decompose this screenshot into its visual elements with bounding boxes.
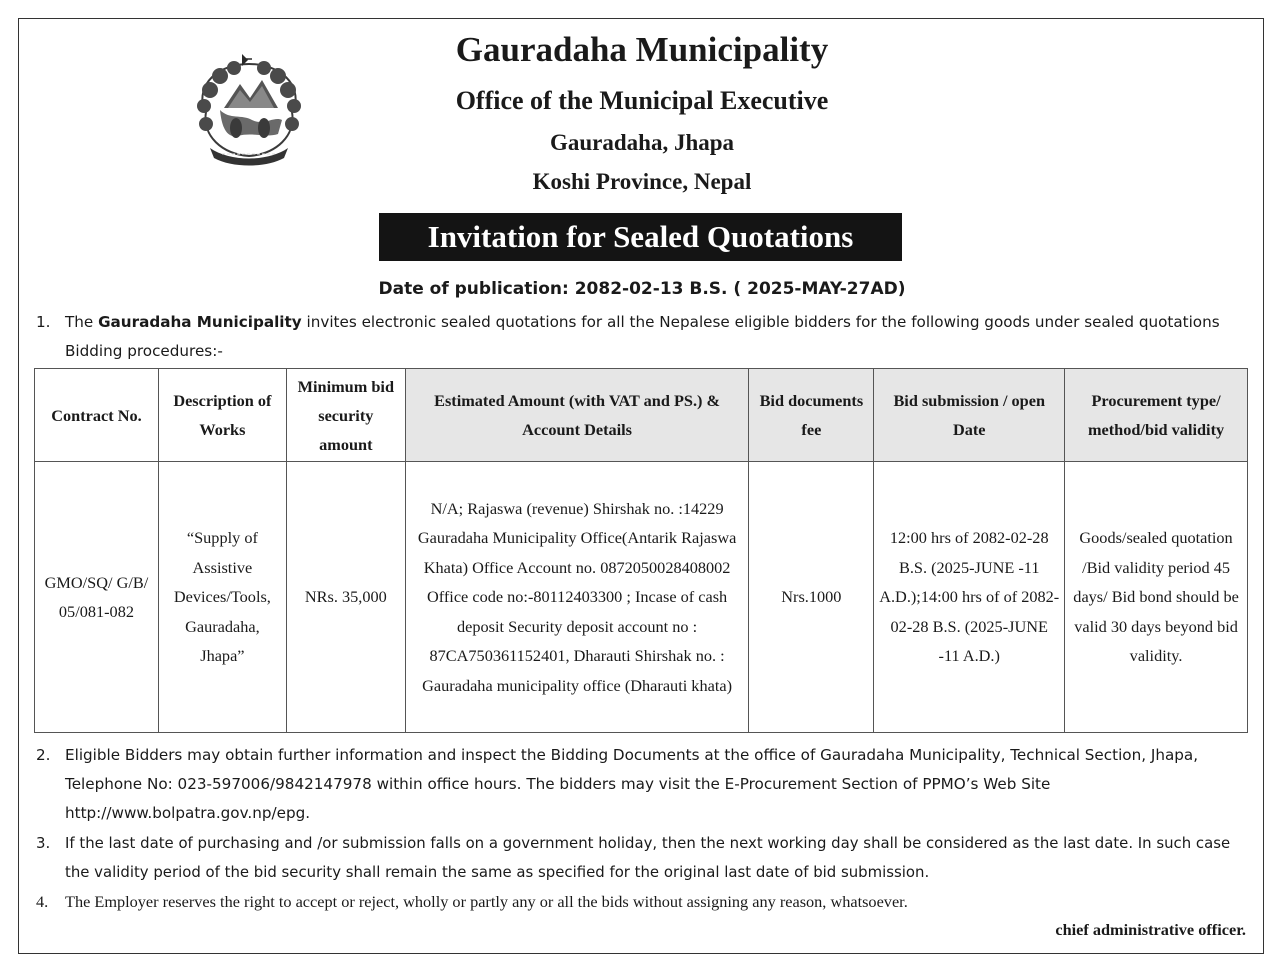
cell-bid-security: NRs. 35,000 xyxy=(286,462,405,733)
cell-bid-fee: Nrs.1000 xyxy=(749,462,874,733)
paragraph-1 xyxy=(36,308,1248,366)
paragraph-number: 1. xyxy=(36,313,51,331)
municipality-name: Gauradaha Municipality xyxy=(455,30,829,69)
paragraph-4 xyxy=(36,887,1248,916)
header-contract-no: Contract No. xyxy=(35,369,159,462)
table-header-row xyxy=(35,369,1248,462)
notice-title: Invitation for Sealed Quotations xyxy=(379,213,902,261)
cell-procurement-type: Goods/sealed quotation /Bid validity period 45 days/ Bid bond should be valid 30 days beyond bid validity. xyxy=(1065,462,1248,733)
paragraph-text xyxy=(65,308,1248,366)
paragraph-number: 4. xyxy=(36,892,49,911)
office-name: Office of the Municipal Executive xyxy=(455,86,829,115)
header-description: Description of Works xyxy=(158,369,286,462)
header-estimated-amount: Estimated Amount (with VAT and PS.) & Account Details xyxy=(405,369,749,462)
bid-table xyxy=(34,368,1248,733)
header-bid-security: Minimum bid security amount xyxy=(286,369,405,462)
paragraph-number: 3. xyxy=(36,834,51,852)
header-procurement-type: Procurement type/ method/bid validity xyxy=(1065,369,1248,462)
paragraph-text-end: invites electronic sealed quotations for all the Nepalese eligible bidders for the following goods under sealed quotations Bidding procedures:- xyxy=(65,313,1220,360)
municipality-bold: Gauradaha Municipality xyxy=(98,313,302,331)
header-bid-fee: Bid documents fee xyxy=(749,369,874,462)
paragraph-3 xyxy=(36,829,1248,887)
header-submission-date: Bid submission / open Date xyxy=(874,369,1065,462)
paragraph-text-start: The xyxy=(65,313,99,331)
paragraph-number: 2. xyxy=(36,746,51,764)
cell-contract-no: GMO/SQ/ G/B/ 05/081-082 xyxy=(35,462,159,733)
cell-estimated-amount: N/A; Rajaswa (revenue) Shirshak no. :14229 Gauradaha Municipality Office(Antarik Rajaswa Khata) Office Account no. 0872050028408002 Office code no:-80112403300 ; Incase of cash deposit Security deposit account no : 87CA750361152401, Dharauti Shirshak no. : Gauradaha municipality office (Dharauti khata) xyxy=(405,462,749,733)
table-row xyxy=(35,462,1248,733)
paragraph-text: Eligible Bidders may obtain further information and inspect the Bidding Documents at the office of Gauradaha Municipality, Technical Section, Jhapa, Telephone No: 023-597006/9842147978 within office hours. The bidders may visit the E-Procurement Section of PPMO’s Web Site http://www.bolpatra.gov.np/epg. xyxy=(65,746,1199,822)
signature: chief administrative officer. xyxy=(1055,920,1246,939)
location: Gauradaha, Jhapa xyxy=(549,130,735,155)
cell-submission-date: 12:00 hrs of 2082-02-28 B.S. (2025-JUNE -11 A.D.);14:00 hrs of of 2082-02-28 B.S. (2025-JUNE -11 A.D.) xyxy=(874,462,1065,733)
paragraph-text: The Employer reserves the right to accept or reject, wholly or partly any or all the bids without assigning any reason, whatsoever. xyxy=(65,892,908,911)
paragraph-text: If the last date of purchasing and /or submission falls on a government holiday, then the next working day shall be considered as the last date. In such case the validity period of the bid security shall remain the same as specified for the original last date of bid submission. xyxy=(65,834,1231,881)
cell-description: “Supply of Assistive Devices/Tools, Gauradaha, Jhapa” xyxy=(158,462,286,733)
paragraph-2 xyxy=(36,741,1248,828)
province: Koshi Province, Nepal xyxy=(532,169,752,194)
publication-date: Date of publication: 2082-02-13 B.S. ( 2025-MAY-27AD) xyxy=(378,279,906,299)
